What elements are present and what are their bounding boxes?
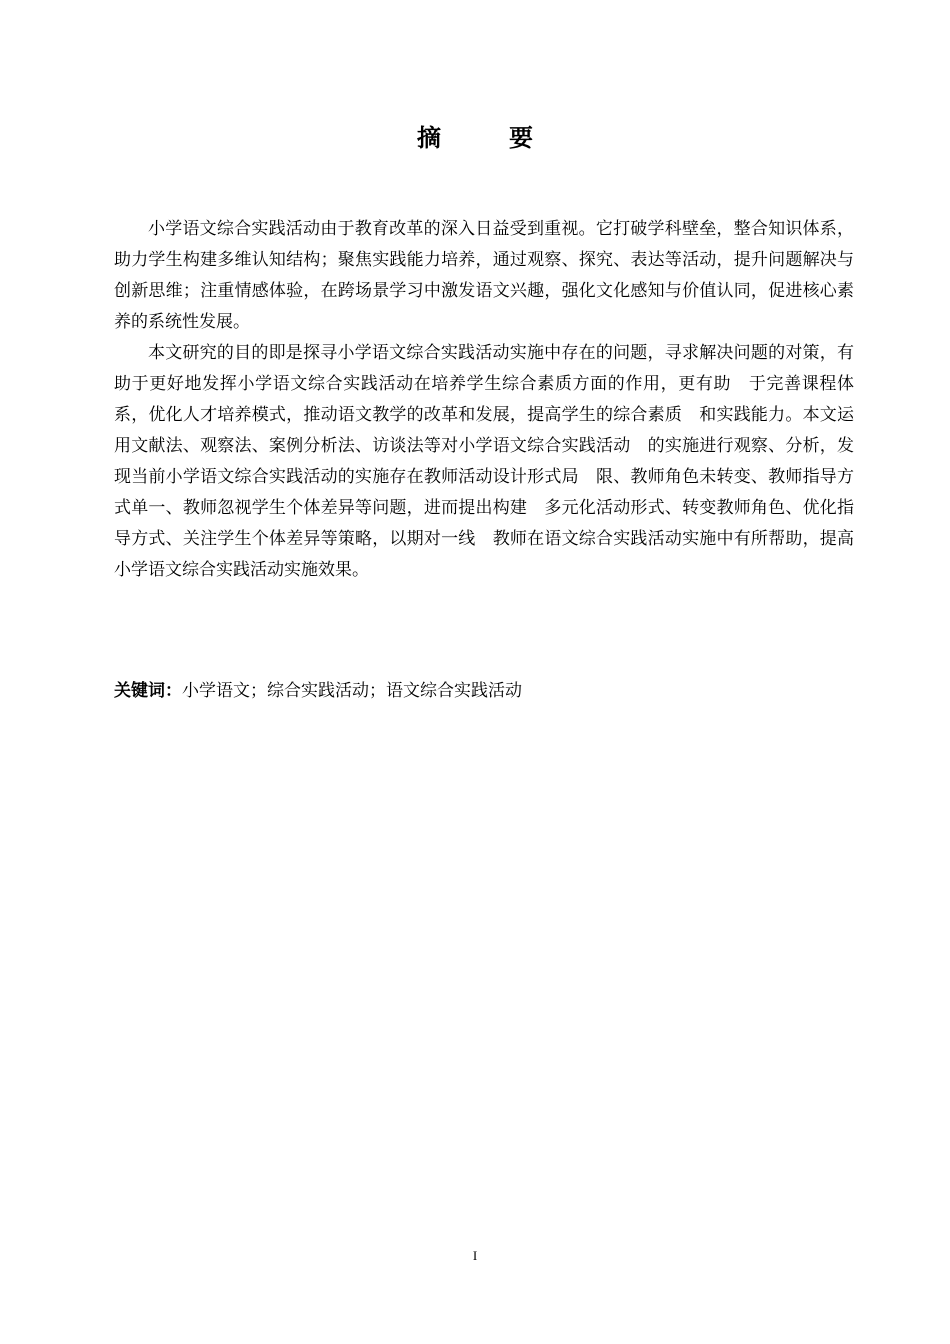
page-number: I (472, 1248, 478, 1263)
abstract-paragraph-2: 本文研究的目的即是探寻小学语文综合实践活动实施中存在的问题，寻求解决问题的对策，有助于更好地发挥小学语文综合实践活动在培养学生综合素质方面的作用，更有助 于完善课程体系，优化人才培养模式，推动语文教学的改革和发展，提高学生的综合素质 和实践能力。本文运用文献法、观察法、案例分析法、访谈法等对小学语文综合实践活动 的实施进行观察、分析，发现当前小学语文综合实践活动的实施存在教师活动设计形式局 限、教师角色未转变、教师指导方式单一、教师忽视学生个体差异等问题，进而提出构建 多元化活动形式、转变教师角色、优化指导方式、关注学生个体差异等策略，以期对一线 教师在语文综合实践活动实施中有所帮助，提高小学语文综合实践活动实施效果。 (114, 343, 854, 580)
abstract-title: 摘 要 (417, 124, 555, 152)
keywords-text: 小学语文；综合实践活动；语文综合实践活动 (182, 681, 522, 701)
abstract-body (114, 214, 854, 586)
abstract-paragraph-1: 小学语文综合实践活动由于教育改革的深入日益受到重视。它打破学科壁垒，整合知识体系，助力学生构建多维认知结构；聚焦实践能力培养，通过观察、探究、表达等活动，提升问题解决与创新思维；注重情感体验，在跨场景学习中激发语文兴趣，强化文化感知与价值认同，促进核心素养的系统性发展。 (114, 219, 854, 332)
keywords-label: 关键词： (114, 681, 182, 701)
keywords-line (114, 676, 854, 707)
